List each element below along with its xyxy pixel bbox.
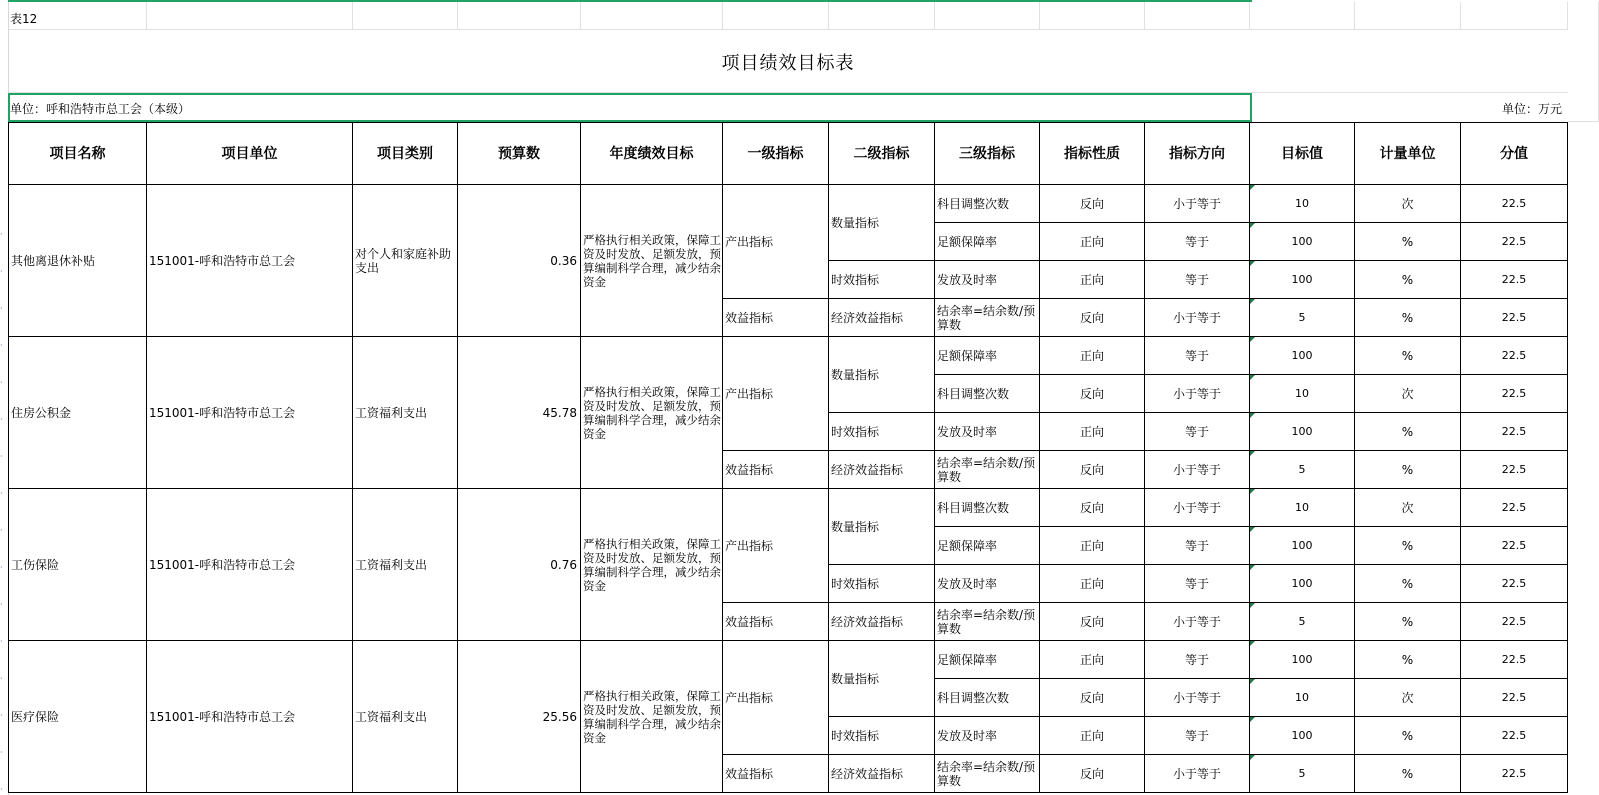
header-budget: 预算数 xyxy=(458,122,581,185)
level3-cell[interactable]: 结余率=结余数/预算数 xyxy=(935,603,1040,641)
nature-cell[interactable]: 正向 xyxy=(1040,413,1145,451)
target-value-cell[interactable]: 100 xyxy=(1250,413,1355,451)
measure-unit-cell[interactable]: % xyxy=(1355,337,1461,375)
level2-cell[interactable]: 时效指标 xyxy=(829,261,935,299)
row-number-tick: · xyxy=(0,785,3,794)
nature-cell[interactable]: 正向 xyxy=(1040,641,1145,679)
target-value-cell[interactable]: 100 xyxy=(1250,223,1355,261)
page-title: 项目绩效目标表 xyxy=(721,53,855,74)
number-as-text-marker xyxy=(1250,489,1255,494)
target-value-cell[interactable]: 100 xyxy=(1250,641,1355,679)
score-cell[interactable]: 22.5 xyxy=(1461,527,1568,565)
level2-cell[interactable]: 经济效益指标 xyxy=(829,451,935,489)
row-number-tick: · xyxy=(0,637,3,646)
level1-cell[interactable]: 效益指标 xyxy=(723,603,829,641)
target-value-cell[interactable]: 100 xyxy=(1250,527,1355,565)
number-as-text-marker xyxy=(1250,337,1255,342)
row-number-tick: · xyxy=(0,304,3,313)
project-unit-cell[interactable]: 151001-呼和浩特市总工会 xyxy=(147,489,353,641)
direction-cell[interactable]: 小于等于 xyxy=(1145,299,1250,337)
direction-cell[interactable]: 小于等于 xyxy=(1145,489,1250,527)
level2-cell[interactable]: 数量指标 xyxy=(829,185,935,261)
number-as-text-marker xyxy=(1250,565,1255,570)
direction-cell[interactable]: 等于 xyxy=(1145,223,1250,261)
score-cell[interactable]: 22.5 xyxy=(1461,489,1568,527)
grid-cell[interactable] xyxy=(1145,30,1250,93)
header-level3: 三级指标 xyxy=(935,122,1040,185)
number-as-text-marker xyxy=(1250,299,1255,304)
score-cell[interactable]: 22.5 xyxy=(1461,451,1568,489)
nature-cell[interactable]: 正向 xyxy=(1040,337,1145,375)
measure-unit-cell[interactable]: % xyxy=(1355,527,1461,565)
target-value-cell[interactable]: 100 xyxy=(1250,337,1355,375)
direction-cell[interactable]: 等于 xyxy=(1145,261,1250,299)
target-value-cell[interactable]: 100 xyxy=(1250,717,1355,755)
target-value-cell[interactable]: 5 xyxy=(1250,755,1355,793)
number-as-text-marker xyxy=(1250,223,1255,228)
level3-cell[interactable]: 足额保障率 xyxy=(935,337,1040,375)
measure-unit-cell[interactable]: 次 xyxy=(1355,375,1461,413)
project-name-cell[interactable]: 医疗保险 xyxy=(8,641,147,793)
budget-cell[interactable]: 45.78 xyxy=(458,337,581,489)
header-level2: 二级指标 xyxy=(829,122,935,185)
level3-cell[interactable]: 科目调整次数 xyxy=(935,375,1040,413)
number-as-text-marker xyxy=(1250,679,1255,684)
grid-cell[interactable] xyxy=(147,30,353,93)
project-category-cell[interactable]: 对个人和家庭补助支出 xyxy=(353,185,458,337)
header-project-name: 项目名称 xyxy=(8,122,147,185)
number-as-text-marker xyxy=(1250,755,1255,760)
header-target: 目标值 xyxy=(1250,122,1355,185)
unit-label-right: 单位：万元 xyxy=(1501,102,1562,116)
measure-unit-cell[interactable]: % xyxy=(1355,223,1461,261)
annual-goal-cell[interactable]: 严格执行相关政策，保障工资及时发放、足额发放，预算编制科学合理，减少结余资金 xyxy=(581,185,723,337)
annual-goal-cell[interactable]: 严格执行相关政策，保障工资及时发放、足额发放，预算编制科学合理，减少结余资金 xyxy=(581,337,723,489)
level2-cell[interactable]: 数量指标 xyxy=(829,337,935,413)
direction-cell[interactable]: 等于 xyxy=(1145,565,1250,603)
number-as-text-marker xyxy=(1250,603,1255,608)
number-as-text-marker xyxy=(1250,641,1255,646)
row-number-tick: · xyxy=(0,711,3,720)
project-category-cell[interactable]: 工资福利支出 xyxy=(353,641,458,793)
row-number-tick: · xyxy=(0,267,3,276)
grid-cell[interactable] xyxy=(723,30,829,93)
score-cell[interactable]: 22.5 xyxy=(1461,337,1568,375)
direction-cell[interactable]: 等于 xyxy=(1145,413,1250,451)
row-number-tick: · xyxy=(0,674,3,683)
number-as-text-marker xyxy=(1250,185,1255,190)
measure-unit-cell[interactable]: % xyxy=(1355,603,1461,641)
score-cell[interactable]: 22.5 xyxy=(1461,755,1568,793)
row-number-tick: · xyxy=(0,489,3,498)
nature-cell[interactable]: 正向 xyxy=(1040,261,1145,299)
grid-cell[interactable] xyxy=(1040,30,1145,93)
level2-cell[interactable]: 时效指标 xyxy=(829,413,935,451)
grid-cell[interactable] xyxy=(581,30,723,93)
target-value-cell[interactable]: 10 xyxy=(1250,679,1355,717)
grid-cell[interactable] xyxy=(1355,2,1461,30)
annual-goal-cell[interactable]: 严格执行相关政策，保障工资及时发放、足额发放，预算编制科学合理，减少结余资金 xyxy=(581,489,723,641)
level3-cell[interactable]: 足额保障率 xyxy=(935,641,1040,679)
header-project-category: 项目类别 xyxy=(353,122,458,185)
score-cell[interactable]: 22.5 xyxy=(1461,261,1568,299)
project-name-cell[interactable]: 工伤保险 xyxy=(8,489,147,641)
header-unit: 计量单位 xyxy=(1355,122,1461,185)
nature-cell[interactable]: 正向 xyxy=(1040,717,1145,755)
score-cell[interactable]: 22.5 xyxy=(1461,375,1568,413)
row-number-tick: · xyxy=(0,563,3,572)
level2-cell[interactable]: 经济效益指标 xyxy=(829,299,935,337)
measure-unit-cell[interactable]: % xyxy=(1355,755,1461,793)
header-direction: 指标方向 xyxy=(1145,122,1250,185)
measure-unit-cell[interactable]: % xyxy=(1355,565,1461,603)
level1-cell[interactable]: 产出指标 xyxy=(723,185,829,299)
row-number-tick: · xyxy=(0,415,3,424)
number-as-text-marker xyxy=(1250,375,1255,380)
measure-unit-cell[interactable]: 次 xyxy=(1355,679,1461,717)
row-number-tick: · xyxy=(0,341,3,350)
number-as-text-marker xyxy=(1250,451,1255,456)
grid-cell[interactable] xyxy=(458,2,581,30)
grid-cell[interactable] xyxy=(8,2,147,30)
measure-unit-cell[interactable]: % xyxy=(1355,261,1461,299)
score-cell[interactable]: 22.5 xyxy=(1461,185,1568,223)
grid-cell[interactable] xyxy=(1461,30,1568,93)
selected-cell-outline[interactable] xyxy=(8,93,1252,122)
nature-cell[interactable]: 反向 xyxy=(1040,299,1145,337)
level3-cell[interactable]: 发放及时率 xyxy=(935,261,1040,299)
header-nature: 指标性质 xyxy=(1040,122,1145,185)
direction-cell[interactable]: 小于等于 xyxy=(1145,755,1250,793)
number-as-text-marker xyxy=(1250,717,1255,722)
level3-cell[interactable]: 结余率=结余数/预算数 xyxy=(935,755,1040,793)
nature-cell[interactable]: 反向 xyxy=(1040,755,1145,793)
level2-cell[interactable]: 时效指标 xyxy=(829,565,935,603)
grid-cell[interactable] xyxy=(935,2,1040,30)
level1-cell[interactable]: 产出指标 xyxy=(723,489,829,603)
nature-cell[interactable]: 正向 xyxy=(1040,527,1145,565)
level3-cell[interactable]: 科目调整次数 xyxy=(935,489,1040,527)
grid-cell[interactable] xyxy=(829,30,935,93)
level1-cell[interactable]: 产出指标 xyxy=(723,641,829,755)
annual-goal-cell[interactable]: 严格执行相关政策，保障工资及时发放、足额发放，预算编制科学合理，减少结余资金 xyxy=(581,641,723,793)
project-name-cell[interactable]: 其他离退休补贴 xyxy=(8,185,147,337)
nature-cell[interactable]: 反向 xyxy=(1040,185,1145,223)
level2-cell[interactable]: 经济效益指标 xyxy=(829,755,935,793)
direction-cell[interactable]: 小于等于 xyxy=(1145,451,1250,489)
header-score: 分值 xyxy=(1461,122,1568,185)
level2-cell[interactable]: 数量指标 xyxy=(829,641,935,717)
score-cell[interactable]: 22.5 xyxy=(1461,565,1568,603)
level3-cell[interactable]: 发放及时率 xyxy=(935,565,1040,603)
direction-cell[interactable]: 小于等于 xyxy=(1145,603,1250,641)
project-unit-cell[interactable]: 151001-呼和浩特市总工会 xyxy=(147,337,353,489)
grid-cell[interactable] xyxy=(723,2,829,30)
direction-cell[interactable]: 等于 xyxy=(1145,527,1250,565)
level3-cell[interactable]: 科目调整次数 xyxy=(935,679,1040,717)
target-value-cell[interactable]: 100 xyxy=(1250,565,1355,603)
budget-cell[interactable]: 0.76 xyxy=(458,489,581,641)
target-value-cell[interactable]: 5 xyxy=(1250,299,1355,337)
number-as-text-marker xyxy=(1250,413,1255,418)
level1-cell[interactable]: 效益指标 xyxy=(723,451,829,489)
number-as-text-marker xyxy=(1250,261,1255,266)
nature-cell[interactable]: 正向 xyxy=(1040,565,1145,603)
grid-cell[interactable] xyxy=(1568,2,1599,122)
score-cell[interactable]: 22.5 xyxy=(1461,299,1568,337)
header-project-unit: 项目单位 xyxy=(147,122,353,185)
level1-cell[interactable]: 效益指标 xyxy=(723,299,829,337)
nature-cell[interactable]: 反向 xyxy=(1040,603,1145,641)
grid-cell[interactable] xyxy=(1355,30,1461,93)
level3-cell[interactable]: 发放及时率 xyxy=(935,413,1040,451)
grid-cell[interactable] xyxy=(147,2,353,30)
level3-cell[interactable]: 发放及时率 xyxy=(935,717,1040,755)
grid-cell[interactable] xyxy=(353,30,458,93)
measure-unit-cell[interactable]: % xyxy=(1355,717,1461,755)
level2-cell[interactable]: 时效指标 xyxy=(829,717,935,755)
level2-cell[interactable]: 经济效益指标 xyxy=(829,603,935,641)
target-value-cell[interactable]: 5 xyxy=(1250,603,1355,641)
level3-cell[interactable]: 足额保障率 xyxy=(935,223,1040,261)
nature-cell[interactable]: 反向 xyxy=(1040,451,1145,489)
measure-unit-cell[interactable]: % xyxy=(1355,641,1461,679)
grid-cell[interactable] xyxy=(8,30,147,93)
grid-cell[interactable] xyxy=(1145,2,1250,30)
level1-cell[interactable]: 产出指标 xyxy=(723,337,829,451)
unit-label-left: 单位：呼和浩特市总工会（本级） xyxy=(10,102,191,116)
nature-cell[interactable]: 反向 xyxy=(1040,489,1145,527)
score-cell[interactable]: 22.5 xyxy=(1461,413,1568,451)
grid-cell[interactable] xyxy=(829,2,935,30)
direction-cell[interactable]: 等于 xyxy=(1145,641,1250,679)
nature-cell[interactable]: 反向 xyxy=(1040,679,1145,717)
level2-cell[interactable]: 数量指标 xyxy=(829,489,935,565)
row-number-tick: · xyxy=(0,600,3,609)
target-value-cell[interactable]: 10 xyxy=(1250,185,1355,223)
direction-cell[interactable]: 小于等于 xyxy=(1145,185,1250,223)
grid-cell[interactable] xyxy=(1250,2,1355,30)
row-number-tick: · xyxy=(0,748,3,757)
direction-cell[interactable]: 等于 xyxy=(1145,717,1250,755)
project-unit-cell[interactable]: 151001-呼和浩特市总工会 xyxy=(147,185,353,337)
measure-unit-cell[interactable]: % xyxy=(1355,451,1461,489)
project-category-cell[interactable]: 工资福利支出 xyxy=(353,337,458,489)
grid-cell[interactable] xyxy=(1461,2,1568,30)
measure-unit-cell[interactable]: 次 xyxy=(1355,185,1461,223)
score-cell[interactable]: 22.5 xyxy=(1461,223,1568,261)
measure-unit-cell[interactable]: % xyxy=(1355,413,1461,451)
level1-cell[interactable]: 效益指标 xyxy=(723,755,829,793)
measure-unit-cell[interactable]: % xyxy=(1355,299,1461,337)
grid-cell[interactable] xyxy=(458,30,581,93)
header-annual-goal: 年度绩效目标 xyxy=(581,122,723,185)
header-level1: 一级指标 xyxy=(723,122,829,185)
target-value-cell[interactable]: 5 xyxy=(1250,451,1355,489)
row-number-tick: · xyxy=(0,452,3,461)
direction-cell[interactable]: 等于 xyxy=(1145,337,1250,375)
project-unit-cell[interactable]: 151001-呼和浩特市总工会 xyxy=(147,641,353,793)
level3-cell[interactable]: 结余率=结余数/预算数 xyxy=(935,299,1040,337)
level3-cell[interactable]: 足额保障率 xyxy=(935,527,1040,565)
score-cell[interactable]: 22.5 xyxy=(1461,679,1568,717)
nature-cell[interactable]: 反向 xyxy=(1040,375,1145,413)
row-number-tick: · xyxy=(0,526,3,535)
budget-cell[interactable]: 25.56 xyxy=(458,641,581,793)
direction-cell[interactable]: 小于等于 xyxy=(1145,375,1250,413)
grid-cell[interactable] xyxy=(1250,30,1355,93)
level3-cell[interactable]: 结余率=结余数/预算数 xyxy=(935,451,1040,489)
grid-cell[interactable] xyxy=(581,2,723,30)
nature-cell[interactable]: 正向 xyxy=(1040,223,1145,261)
grid-cell[interactable] xyxy=(935,30,1040,93)
direction-cell[interactable]: 小于等于 xyxy=(1145,679,1250,717)
target-value-cell[interactable]: 100 xyxy=(1250,261,1355,299)
score-cell[interactable]: 22.5 xyxy=(1461,717,1568,755)
row-number-tick: · xyxy=(0,378,3,387)
project-category-cell[interactable]: 工资福利支出 xyxy=(353,489,458,641)
score-cell[interactable]: 22.5 xyxy=(1461,603,1568,641)
grid-cell[interactable] xyxy=(1040,2,1145,30)
project-name-cell[interactable]: 住房公积金 xyxy=(8,337,147,489)
target-value-cell[interactable]: 10 xyxy=(1250,489,1355,527)
number-as-text-marker xyxy=(1250,527,1255,532)
score-cell[interactable]: 22.5 xyxy=(1461,641,1568,679)
level3-cell[interactable]: 科目调整次数 xyxy=(935,185,1040,223)
target-value-cell[interactable]: 10 xyxy=(1250,375,1355,413)
measure-unit-cell[interactable]: 次 xyxy=(1355,489,1461,527)
row-number-tick: · xyxy=(0,230,3,239)
budget-cell[interactable]: 0.36 xyxy=(458,185,581,337)
table-number-label: 表12 xyxy=(10,12,38,26)
grid-cell[interactable] xyxy=(353,2,458,30)
